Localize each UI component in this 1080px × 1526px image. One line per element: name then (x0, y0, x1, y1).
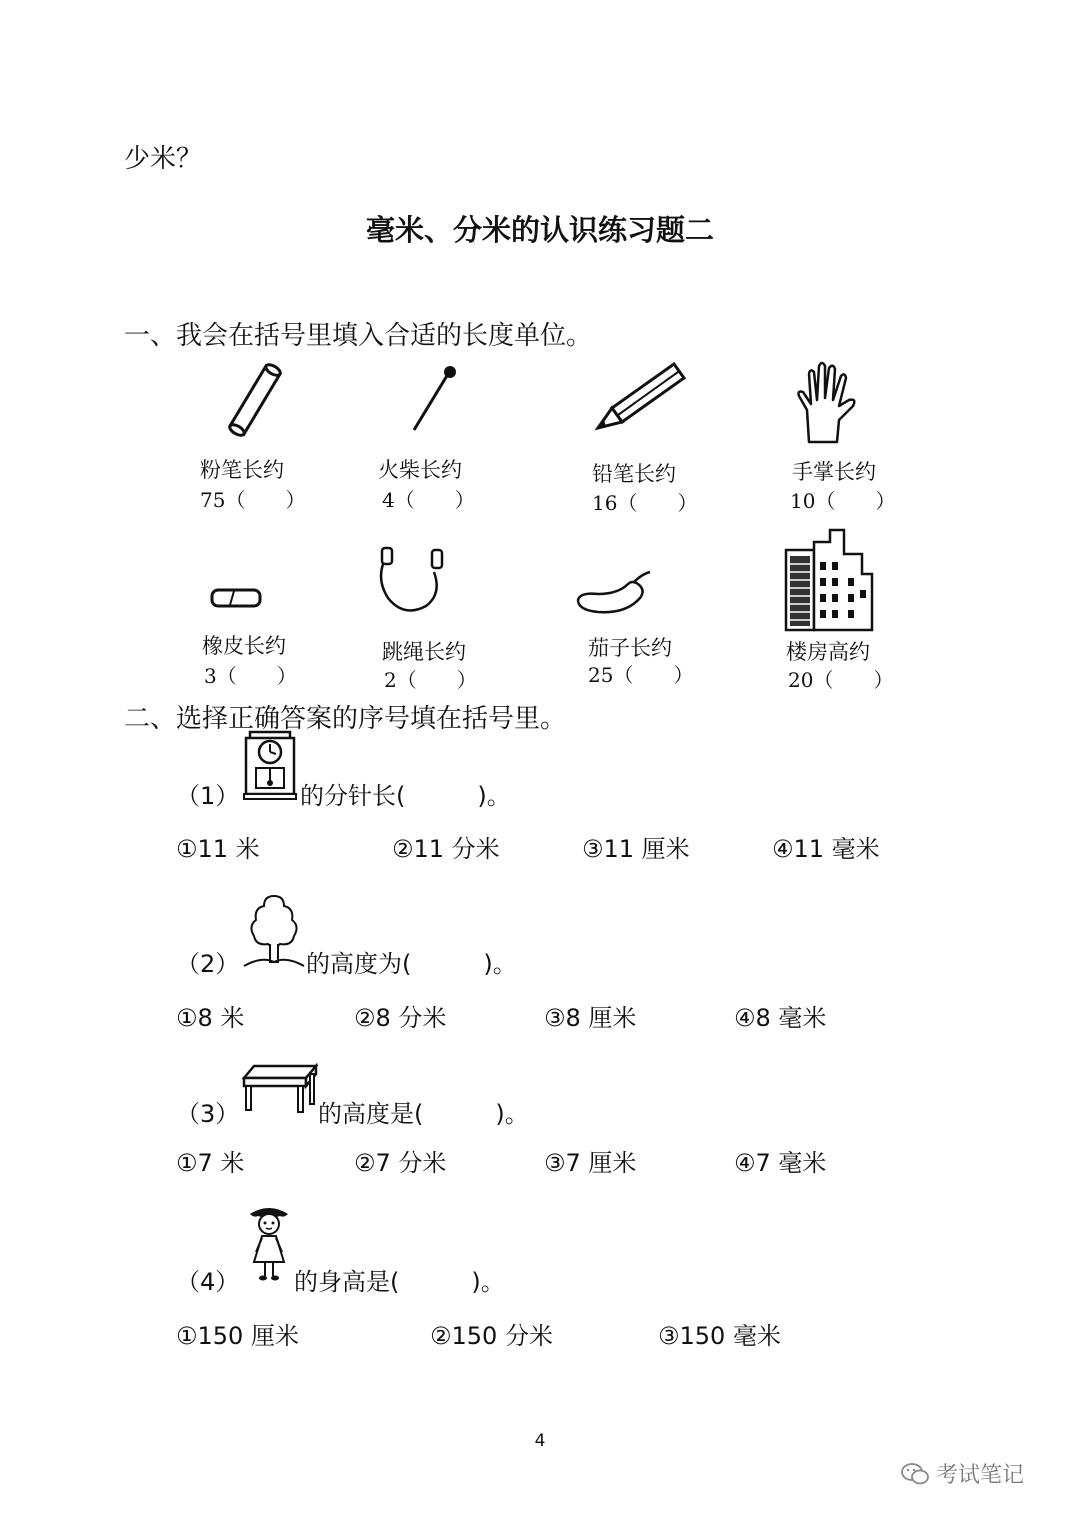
item-label: 粉笔长约 (200, 458, 284, 482)
question-number: （2） (176, 950, 240, 978)
item-answer: 4（ ） (382, 488, 475, 512)
watermark-text: 考试笔记 (936, 1463, 1025, 1488)
building-icon (784, 528, 874, 632)
item-answer: 25（ ） (588, 663, 694, 687)
table-icon (240, 1062, 318, 1116)
item-label: 橡皮长约 (202, 634, 286, 658)
option: ②150 分米 (430, 1322, 553, 1350)
item-answer: 20（ ） (788, 668, 894, 692)
question-number: （3） (176, 1100, 240, 1128)
page-number: 4 (534, 1431, 546, 1451)
eggplant-icon (576, 570, 656, 616)
hand-icon (795, 360, 859, 446)
item-answer: 2（ ） (384, 668, 477, 692)
question-number: （4） (176, 1268, 240, 1296)
item-label: 楼房高约 (786, 640, 870, 664)
question-text: 的身高是( )。 (294, 1268, 505, 1296)
section1-heading: 一、我会在括号里填入合适的长度单位。 (124, 321, 593, 351)
carry-over-text: 少米？ (124, 144, 203, 174)
item-label: 火柴长约 (378, 458, 462, 482)
item-answer: 75（ ） (200, 488, 306, 512)
eraser-icon (210, 586, 262, 610)
chalk-icon (222, 360, 282, 440)
option: ③7 厘米 (544, 1149, 637, 1177)
question-text: 的分针长( )。 (300, 782, 511, 810)
page-title: 毫米、分米的认识练习题二 (365, 213, 714, 247)
wechat-icon (900, 1462, 930, 1486)
tree-icon (242, 892, 306, 970)
item-label: 跳绳长约 (382, 640, 466, 664)
option: ②8 分米 (354, 1004, 447, 1032)
question-text: 的高度为( )。 (306, 950, 517, 978)
option: ①8 米 (176, 1004, 245, 1032)
option: ①7 米 (176, 1149, 245, 1177)
option: ①11 米 (176, 835, 260, 863)
option: ③150 毫米 (658, 1322, 781, 1350)
option: ②7 分米 (354, 1149, 447, 1177)
option: ④11 毫米 (772, 835, 880, 863)
clock-icon (242, 728, 298, 800)
match-icon (410, 364, 460, 434)
option: ④8 毫米 (734, 1004, 827, 1032)
option: ③11 厘米 (582, 835, 690, 863)
question-text: 的高度是( )。 (318, 1100, 529, 1128)
question-number: （1） (176, 782, 240, 810)
option: ①150 厘米 (176, 1322, 299, 1350)
girl-icon (244, 1206, 294, 1284)
option: ③8 厘米 (544, 1004, 637, 1032)
item-answer: 3（ ） (204, 664, 297, 688)
option: ④7 毫米 (734, 1149, 827, 1177)
item-answer: 10（ ） (790, 489, 896, 513)
section2-heading: 二、选择正确答案的序号填在括号里。 (124, 704, 567, 734)
item-label: 茄子长约 (588, 636, 672, 660)
item-answer: 16（ ） (592, 491, 698, 515)
item-label: 手掌长约 (792, 460, 876, 484)
jump-rope-icon (376, 546, 448, 618)
pencil-icon (596, 362, 688, 432)
item-label: 铅笔长约 (592, 462, 676, 486)
option: ②11 分米 (392, 835, 500, 863)
